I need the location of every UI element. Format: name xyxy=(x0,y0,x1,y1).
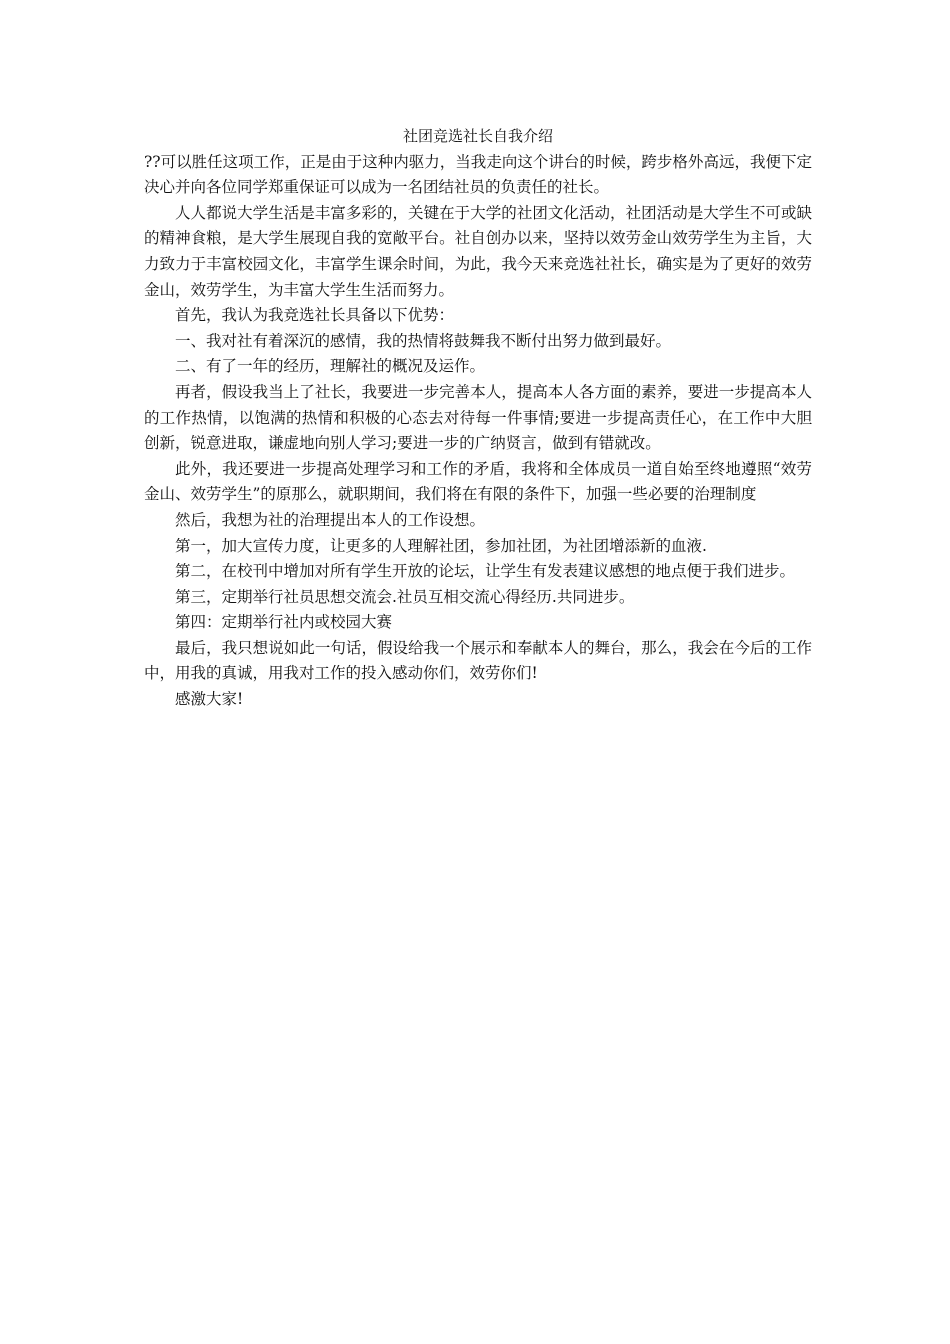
paragraph-9: 第一，加大宣传力度，让更多的人理解社团，参加社团，为社团增添新的血液. xyxy=(175,536,707,555)
paragraph-10: 第二，在校刊中增加对所有学生开放的论坛，让学生有发表建议感想的地点便于我们进步。 xyxy=(175,562,796,581)
paragraph-8: 然后，我想为社的治理提出本人的工作设想。 xyxy=(175,510,486,529)
paragraph-14: 感激大家! xyxy=(175,690,244,709)
paragraph-12: 第四：定期举行社内或校园大赛 xyxy=(175,613,393,632)
paragraph-5: 二、有了一年的经历，理解社的概况及运作。 xyxy=(175,357,486,376)
paragraph-13: 最后，我只想说如此一句话，假设给我一个展示和奉献本人的舞台，那么，我会在今后的工作中，用我的真诚，用我对工作的投入感动你们，效劳你们! xyxy=(144,638,812,683)
paragraph-11: 第三，定期举行社员思想交流会.社员互相交流心得经历.共同进步。 xyxy=(175,587,635,606)
paragraph-2: 人人都说大学生活是丰富多彩的，关键在于大学的社团文化活动，社团活动是大学生不可或缺的精神食粮，是大学生展现自我的宽敞平台。社自创办以来，坚持以效劳金山效劳学生为主旨，大力致力于丰富校园文化，丰富学生课余时间，为此，我今天来竞选社社长，确实是为了更好的效劳金山，效劳学生，为丰富大学生生活而努力。 xyxy=(144,203,812,299)
paragraph-6: 再者，假设我当上了社长，我要进一步完善本人，提高本人各方面的素养，要进一步提高本人的工作热情，以饱满的热情和积极的心态去对待每一件事情;要进一步提高责任心，在工作中大胆创新，锐意进取，谦虚地向别人学习;要进一步的广纳贤言，做到有错就改。 xyxy=(144,382,812,453)
document-body xyxy=(144,124,812,713)
document-title: 社团竞选社长自我介绍 xyxy=(402,127,553,145)
paragraph-7: 此外，我还要进一步提高处理学习和工作的矛盾，我将和全体成员一道自始至终地遵照“效劳金山、效劳学生”的原那么，就职期间，我们将在有限的条件下，加强一些必要的治理制度 xyxy=(144,459,812,504)
paragraph-4: 一、我对社有着深沉的感情，我的热情将鼓舞我不断付出努力做到最好。 xyxy=(175,331,672,350)
paragraph-1: ??可以胜任这项工作，正是由于这种内驱力，当我走向这个讲台的时候，跨步格外高远，我便下定决心并向各位同学郑重保证可以成为一名团结社员的负责任的社长。 xyxy=(144,152,812,197)
paragraph-3: 首先，我认为我竞选社长具备以下优势： xyxy=(175,306,455,325)
